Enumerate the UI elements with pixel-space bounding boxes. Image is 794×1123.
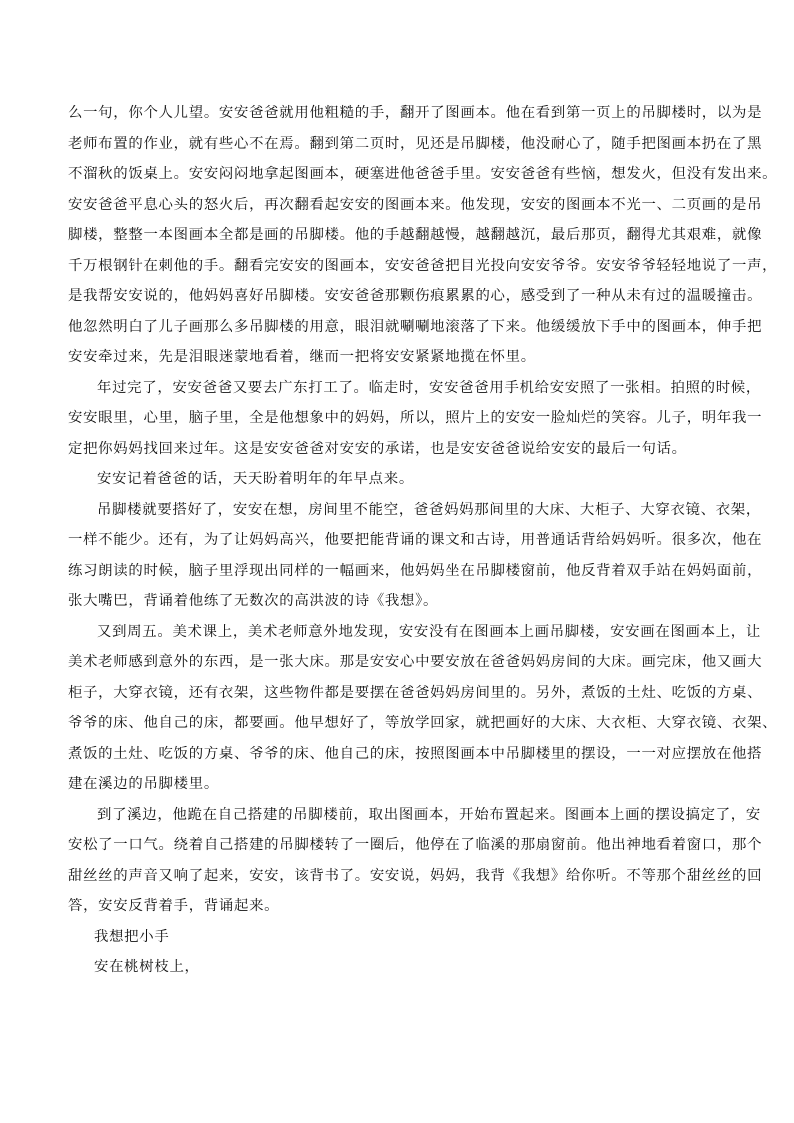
text-line-27: 答，安安反背着手，背诵起来。 xyxy=(68,898,280,914)
text-line-10: 年过完了，安安爸爸又要去广东打工了。临走时，安安爸爸用手机给安安照了一张相。拍照的时候， xyxy=(97,379,761,396)
text-line-24: 到了溪边，他跪在自己搭建的吊脚楼前，取出图画本，开始布置起来。图画本上画的摆设搞定了，安 xyxy=(97,806,761,823)
text-line-23: 建在溪边的吊脚楼里。 xyxy=(68,776,219,792)
text-line-3: 不溜秋的饭桌上。安安闷闷地拿起图画本，硬塞进他爸爸手里。安安爸爸有些恼，想发火，但没有发出来。 xyxy=(68,166,778,182)
text-line-12: 定把你妈妈找回来过年。这是安安爸爸对安安的承诺，也是安安爸爸说给安安的最后一句话。 xyxy=(68,440,687,457)
text-line-8: 他忽然明白了儿子画那么多吊脚楼的用意，眼泪就唰唰地滚落了下来。他缓缓放下手中的图画本，伸手把 xyxy=(68,318,763,335)
text-line-25: 安松了一口气。绕着自己搭建的吊脚楼转了一圈后，他停在了临溪的那扇窗前。他出神地看着窗口，那个 xyxy=(68,837,763,853)
text-line-19: 美术老师感到意外的东西，是一张大床。那是安安心中要安放在爸爸妈妈房间的大床。画完床，他又画大 xyxy=(68,654,763,670)
text-line-2: 老师布置的作业，就有些心不在焉。翻到第二页时，见还是吊脚楼，他没耐心了，随手把图画本扔在了黑 xyxy=(68,135,763,152)
text-line-4: 安安爸爸平息心头的怒火后，再次翻看起安安的图画本来。他发现，安安的图画本不光一、二页画的是吊 xyxy=(68,196,763,213)
story-text xyxy=(68,98,778,983)
text-line-1: 么一句，你个人儿望。安安爸爸就用他粗糙的手，翻开了图画本。他在看到第一页上的吊脚楼时，以为是 xyxy=(68,105,763,121)
text-line-17: 张大嘴巴，背诵着他练了无数次的高洪波的诗《我想》。 xyxy=(68,593,439,609)
text-line-14: 吊脚楼就要搭好了，安安在想，房间里不能空，爸爸妈妈那间里的大床、大柜子、大穿衣镜、衣架， xyxy=(97,501,761,518)
text-line-20: 柜子，大穿衣镜，还有衣架，这些物件都是要摆在爸爸妈妈房间里的。另外，煮饭的土灶、吃饭的方桌、 xyxy=(68,684,763,701)
poem-line-2: 安在桃树枝上， xyxy=(94,959,200,975)
text-line-22: 煮饭的土灶、吃饭的方桌、爷爷的床、他自己的床，按照图画本中吊脚楼里的摆设，一一对应摆放在他搭 xyxy=(68,745,763,762)
text-line-6: 千万根钢针在刺他的手。翻看完安安的图画本，安安爸爸把目光投向安安爷爷。安安爷爷轻轻地说了一声， xyxy=(68,257,778,274)
text-line-21: 爷爷的床、他自己的床，都要画。他早想好了，等放学回家，就把画好的大床、大衣柜、大穿衣镜、衣架、 xyxy=(68,715,778,731)
text-line-15: 一样不能少。还有，为了让妈妈高兴，他要把能背诵的课文和古诗，用普通话背给妈妈听。很多次，他在 xyxy=(68,532,763,548)
text-line-26: 甜丝丝的声音又响了起来，安安，该背书了。安安说，妈妈，我背《我想》给你听。不等那个甜丝丝的回 xyxy=(68,867,763,884)
poem-line-1: 我想把小手 xyxy=(94,928,170,945)
text-line-11: 安安眼里，心里，脑子里，全是他想象中的妈妈，所以，照片上的安安一脸灿烂的笑容。儿子，明年我一 xyxy=(68,410,763,426)
text-line-7: 是我帮安安说的，他妈妈喜好吊脚楼。安安爸爸那颗伤痕累累的心，感受到了一种从未有过的温暖撞击。 xyxy=(68,288,763,304)
text-line-13: 安安记着爸爸的话，天天盼着明年的年早点来。 xyxy=(97,471,414,487)
text-line-18: 又到周五。美术课上，美术老师意外地发现，安安没有在图画本上画吊脚楼，安安画在图画本上，让 xyxy=(97,623,761,640)
text-line-5: 脚楼，整整一本图画本全都是画的吊脚楼。他的手越翻越慢，越翻越沉，最后那页，翻得尤其艰难，就像 xyxy=(68,227,763,243)
text-line-16: 练习朗读的时候，脑子里浮现出同样的一幅画来，他妈妈坐在吊脚楼窗前，他反背着双手站在妈妈面前， xyxy=(68,562,763,579)
text-line-9: 安安牵过来，先是泪眼迷蒙地看着，继而一把将安安紧紧地揽在怀里。 xyxy=(68,349,536,365)
